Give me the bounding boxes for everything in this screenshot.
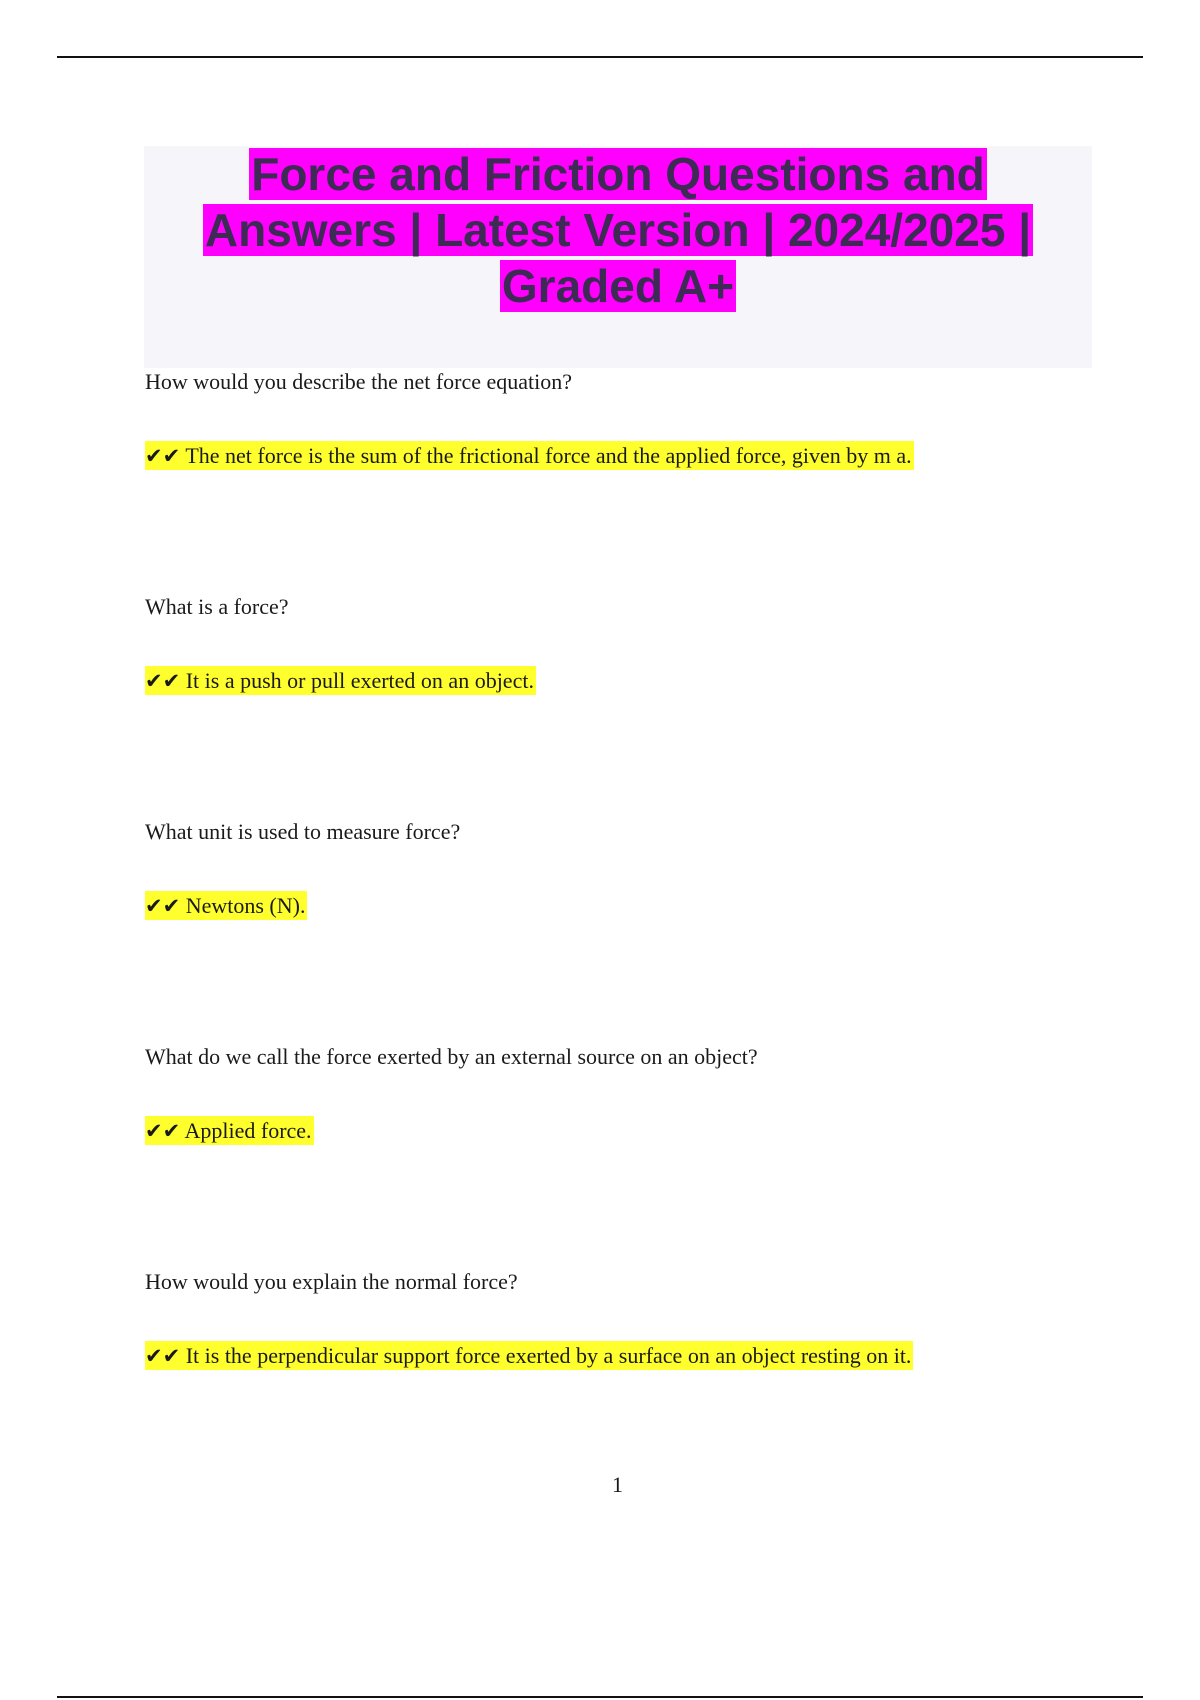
qa-item-2 (145, 593, 1105, 693)
answer-2-text: It is a push or pull exerted on an object. (185, 668, 534, 693)
answer-2 (145, 667, 536, 695)
qa-item-3 (145, 818, 1105, 918)
answer-1 (145, 442, 914, 470)
question-2: What is a force? (145, 594, 289, 619)
qa-item-5 (145, 1268, 1105, 1368)
answer-5-text: It is the perpendicular support force exerted by a surface on an object resting on it. (185, 1343, 912, 1368)
answer-5 (145, 1342, 913, 1370)
top-rule (57, 56, 1143, 58)
qa-item-4 (145, 1043, 1105, 1143)
document-title-text: Force and Friction Questions and Answers | Latest Version | 2024/2025 | Graded A+ (204, 148, 1032, 312)
double-check-icon: ✔✔ (145, 894, 181, 918)
double-check-icon: ✔✔ (145, 1119, 181, 1143)
double-check-icon: ✔✔ (145, 444, 181, 468)
title-banner (144, 146, 1092, 368)
bottom-rule (57, 1696, 1143, 1698)
question-5: How would you explain the normal force? (145, 1269, 518, 1294)
document-title (144, 146, 1092, 314)
answer-4 (145, 1117, 314, 1145)
question-3: What unit is used to measure force? (145, 819, 461, 844)
answer-3 (145, 892, 307, 920)
page-number: 1 (612, 1472, 623, 1497)
qa-item-1 (145, 368, 1105, 468)
answer-1-text: The net force is the sum of the frictional force and the applied force, given by m a. (185, 443, 912, 468)
double-check-icon: ✔✔ (145, 669, 181, 693)
double-check-icon: ✔✔ (145, 1344, 181, 1368)
answer-4-text: Applied force. (184, 1118, 312, 1143)
question-1: How would you describe the net force equation? (145, 369, 573, 394)
question-4: What do we call the force exerted by an external source on an object? (145, 1044, 758, 1069)
answer-3-text: Newtons (N). (185, 893, 306, 918)
